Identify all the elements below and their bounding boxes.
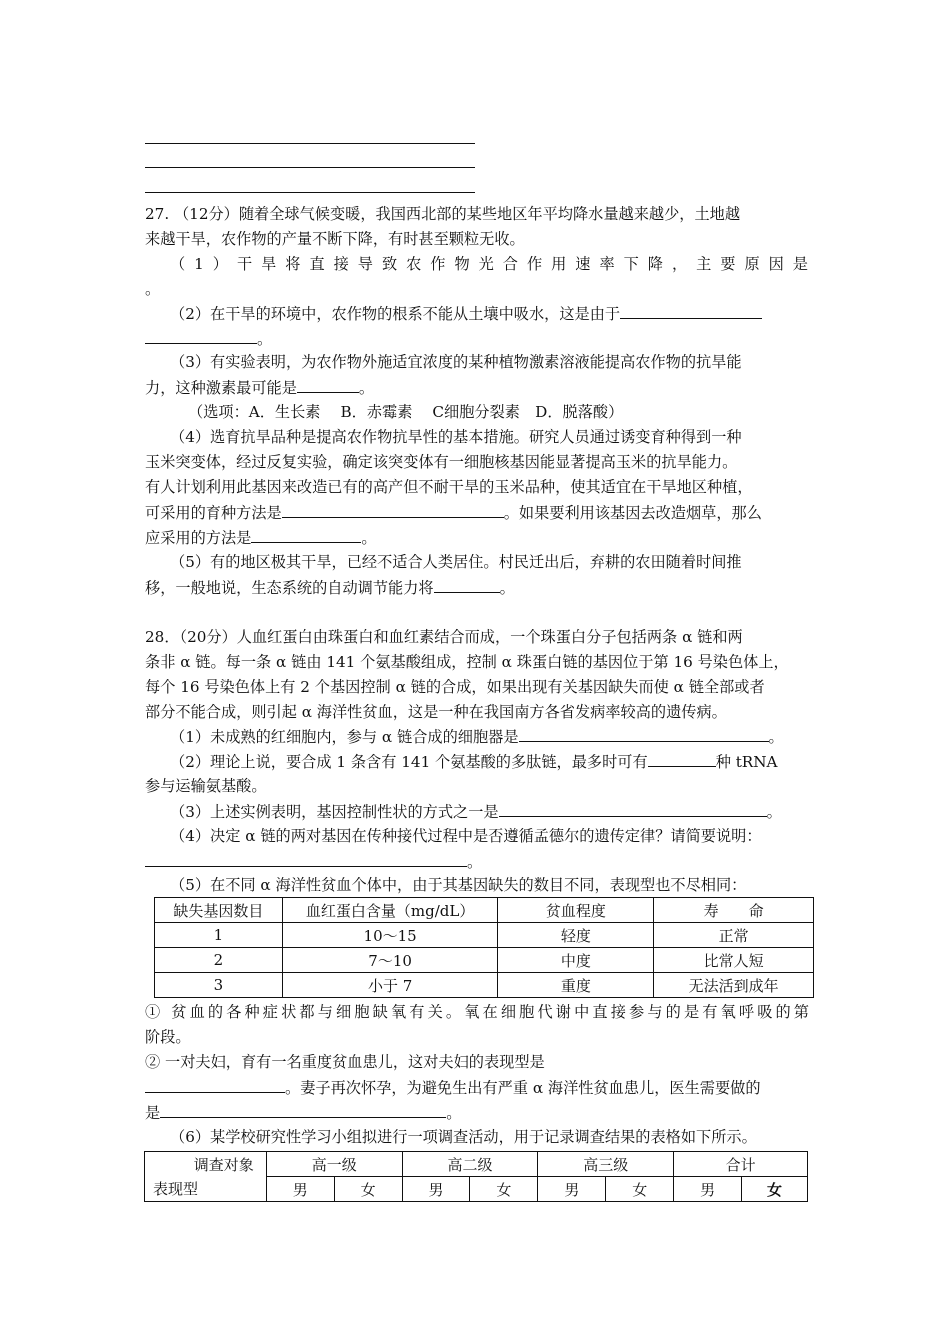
q27-sub5-line2: 移，一般地说，生态系统的自动调节能力将 。 (145, 574, 809, 601)
q27-sub1: （1）干旱将直接导致农作物光合作用速率下降，主要原因是 (170, 255, 810, 273)
q27-sub3: （3）有实验表明，为农作物外施适宜浓度的某种植物激素溶液能提高农作物的抗旱能 (170, 353, 742, 371)
table-header-cell: 高一级 (266, 1152, 402, 1177)
answer-blank[interactable] (282, 499, 504, 518)
table-row (145, 1177, 808, 1202)
table-cell: 轻度 (498, 923, 654, 948)
table-row (155, 923, 814, 948)
table-cell: 重度 (498, 973, 654, 998)
q27-header-cont: 来越干旱，农作物的产量不断下降，有时甚至颗粒无收。 (145, 230, 525, 248)
answer-blank[interactable] (499, 798, 767, 817)
q27-sub4-line2: 玉米突变体，经过反复实验，确定该突变体有一细胞核基因能显著提高玉米的抗旱能力。 (145, 453, 738, 471)
table-header-cell: 血红蛋白含量（mg/dL） (282, 898, 498, 923)
answer-line (145, 143, 475, 144)
q28-header: 28．（20分）人血红蛋白由珠蛋白和血红素结合而成，一个珠蛋白分子包括两条 α 链和两 (145, 628, 743, 646)
q27-sub5: （5）有的地区极其干旱，已经不适合人类居住。村民迁出后，弃耕的农田随着时间推 (170, 553, 742, 571)
table-header-row (145, 1152, 808, 1177)
table-cell: 小于 7 (282, 973, 498, 998)
q28-sub2: （2）理论上说，要合成 1 条含有 141 个氨基酸的多肽链，最多时可有 种 tRNA (170, 748, 810, 775)
table-header-cell: 高三级 (538, 1152, 674, 1177)
table-cell: 女 (334, 1177, 402, 1202)
answer-blank[interactable] (434, 574, 500, 593)
q27-sub4-line4: 可采用的育种方法是 。如果要利用该基因去改造烟草，那么 (145, 499, 809, 526)
q27-sub4-line3: 有人计划利用此基因来改造已有的高产但不耐干旱的玉米品种，使其适宜在干旱地区种植， (145, 478, 753, 496)
q28-sub4-line2: 。 (145, 848, 809, 875)
table-header-cell: 合计 (674, 1152, 808, 1177)
q27-sub2: （2）在干旱的环境中，农作物的根系不能从土壤中吸水，这是由于 (170, 300, 810, 327)
table-corner-bottom: 表现型 (145, 1177, 267, 1202)
q28-item1: ① 贫血的各种症状都与细胞缺氧有关。氧在细胞代谢中直接参与的是有氧呼吸的第 (145, 1003, 809, 1021)
table-cell: 中度 (498, 948, 654, 973)
table-cell: 正常 (654, 923, 814, 948)
q27-sub1-end: 。 (145, 280, 161, 298)
q28-item1-line2: 阶段。 (145, 1028, 191, 1046)
answer-blank[interactable] (297, 374, 359, 393)
table-header-cell: 高二级 (402, 1152, 538, 1177)
q27-sub3-line2: 力，这种激素最可能是 。 (145, 374, 809, 401)
q28-item2: ② 一对夫妇，育有一名重度贫血患儿，这对夫妇的表现型是 (145, 1053, 545, 1071)
table-cell: 比常人短 (654, 948, 814, 973)
q28-sub5: （5）在不同 α 海洋性贫血个体中，由于其基因缺失的数目不同，表现型也不尽相同： (170, 876, 747, 894)
answer-blank[interactable] (145, 848, 467, 867)
table-header-row (155, 898, 814, 923)
survey-table (144, 1151, 808, 1202)
answer-line (145, 167, 475, 168)
q27-sub4-line5: 应采用的方法是 。 (145, 524, 809, 551)
answer-blank[interactable] (145, 1074, 285, 1093)
table-cell: 男 (538, 1177, 606, 1202)
q28-sub2-line2: 参与运输氨基酸。 (145, 777, 267, 795)
q28-item2-line3: 是 。 (145, 1099, 809, 1126)
table-cell: 男 (266, 1177, 334, 1202)
answer-blank[interactable] (620, 300, 762, 319)
table-cell: 女 (606, 1177, 674, 1202)
table-cell: 1 (155, 923, 283, 948)
q27-sub4: （4）选育抗旱品种是提高农作物抗旱性的基本措施。研究人员通过诱变育种得到一种 (170, 428, 742, 446)
answer-blank[interactable] (251, 524, 361, 543)
table-row (155, 973, 814, 998)
q27-header: 27. （12分）随着全球气候变暖，我国西北部的某些地区年平均降水量越来越少，土地越 (145, 205, 741, 223)
table-cell: 2 (155, 948, 283, 973)
answer-blank[interactable] (160, 1099, 446, 1118)
q27-sub3-options: （选项：A．生长素 B．赤霉素 C细胞分裂素 D．脱落酸） (188, 403, 624, 421)
q28-sub4: （4）决定 α 链的两对基因在传种接代过程中是否遵循孟德尔的遗传定律？请简要说明： (170, 827, 762, 845)
table-row (155, 948, 814, 973)
table-cell: 7～10 (282, 948, 498, 973)
table-cell: 女 (742, 1177, 808, 1202)
q28-header-l2: 条非 α 链。每一条 α 链由 141 个氨基酸组成，控制 α 珠蛋白链的基因位于第 16 号染色体上， (145, 653, 789, 671)
table-header-cell: 贫血程度 (498, 898, 654, 923)
table-cell: 3 (155, 973, 283, 998)
q28-sub3: （3）上述实例表明，基因控制性状的方式之一是 。 (170, 798, 810, 825)
table-header-cell: 缺失基因数目 (155, 898, 283, 923)
table-corner-top: 调查对象 (145, 1152, 267, 1177)
q28-header-l4: 部分不能合成，则引起 α 海洋性贫血，这是一种在我国南方各省发病率较高的遗传病。 (145, 703, 727, 721)
q28-item2-line2: 。妻子再次怀孕，为避免生出有严重 α 海洋性贫血患儿，医生需要做的 (145, 1074, 809, 1101)
q28-sub1: （1）未成熟的红细胞内，参与 α 链合成的细胞器是 。 (170, 723, 810, 750)
anemia-table (154, 897, 814, 998)
answer-line (145, 192, 475, 193)
q27-sub2-line2: 。 (145, 325, 809, 352)
table-cell: 女 (470, 1177, 538, 1202)
table-header-cell: 寿 命 (654, 898, 814, 923)
answer-blank[interactable] (145, 325, 257, 344)
table-cell: 男 (674, 1177, 742, 1202)
table-cell: 10～15 (282, 923, 498, 948)
answer-blank[interactable] (648, 748, 716, 767)
table-cell: 男 (402, 1177, 470, 1202)
q28-header-l3: 每个 16 号染色体上有 2 个基因控制 α 链的合成，如果出现有关基因缺失而使 α 链全部或者 (145, 678, 765, 696)
table-cell: 无法活到成年 (654, 973, 814, 998)
answer-blank[interactable] (519, 723, 769, 742)
q28-sub6: （6）某学校研究性学习小组拟进行一项调查活动，用于记录调查结果的表格如下所示。 (170, 1128, 757, 1146)
